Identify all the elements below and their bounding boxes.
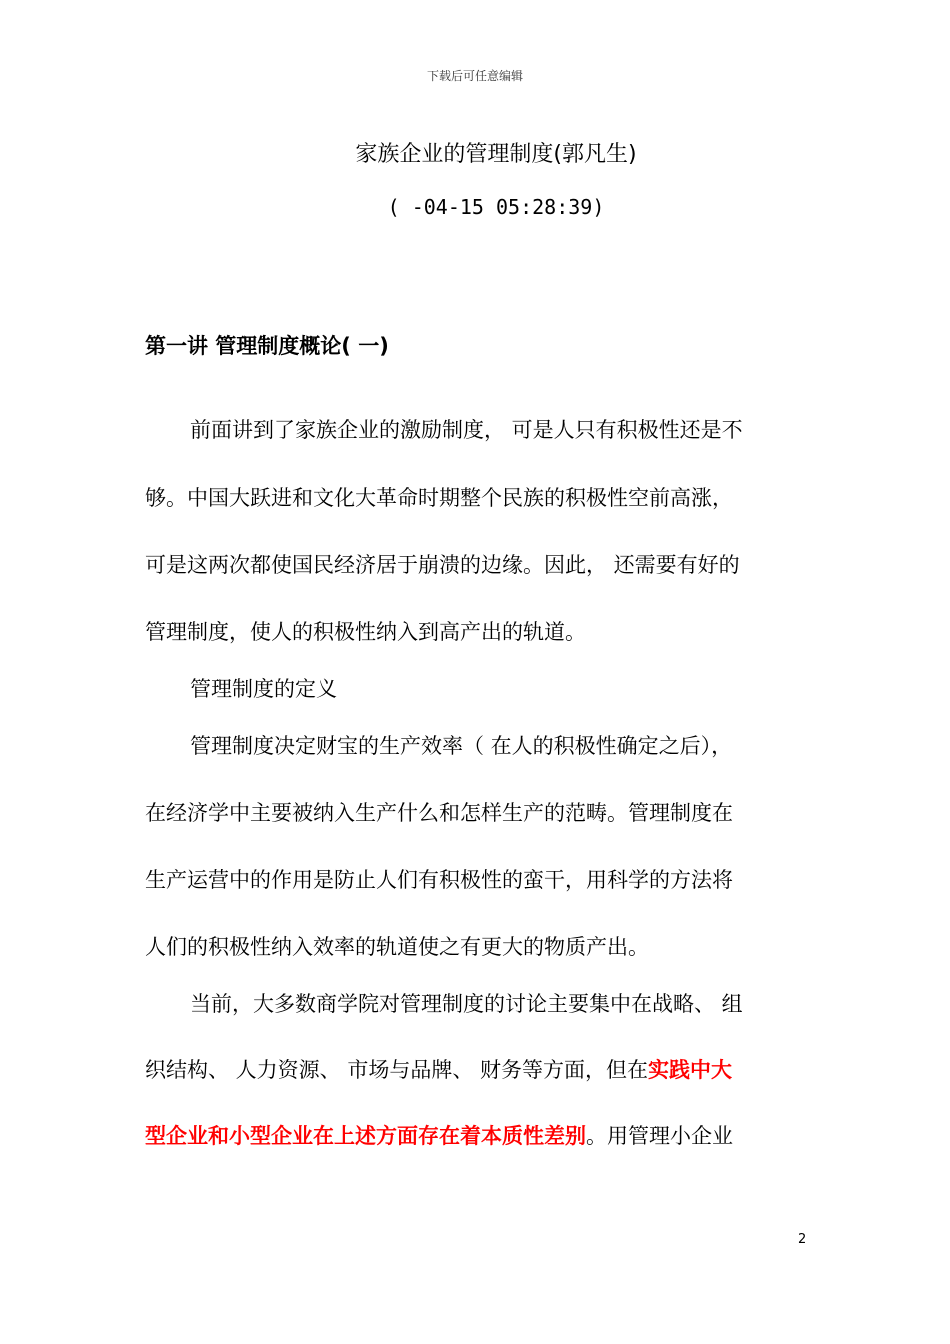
paragraph-line-8: 生产运营中的作用是防止人们有积极性的蛮干，用科学的方法将	[145, 868, 733, 892]
paragraph-line-4: 管理制度，使人的积极性纳入到高产出的轨道。	[145, 620, 586, 644]
paragraph-line-10: 当前，大多数商学院对管理制度的讨论主要集中在战略、 组	[190, 992, 743, 1016]
line-11-text: 织结构、 人力资源、 市场与品牌、 财务等方面，但在	[145, 1058, 649, 1082]
paragraph-line-2: 够。中国大跃进和文化大革命时期整个民族的积极性空前高涨，	[145, 486, 733, 510]
paragraph-line-9: 人们的积极性纳入效率的轨道使之有更大的物质产出。	[145, 935, 649, 959]
paragraph-line-3: 可是这两次都使国民经济居于崩溃的边缘。因此， 还需要有好的	[145, 553, 740, 577]
subheading-definition: 管理制度的定义	[190, 677, 337, 701]
paragraph-line-11	[145, 1054, 732, 1084]
paragraph-line-1: 前面讲到了家族企业的激励制度， 可是人只有积极性还是不	[190, 418, 743, 442]
paragraph-line-12	[145, 1120, 733, 1150]
paragraph-line-7: 在经济学中主要被纳入生产什么和怎样生产的范畴。管理制度在	[145, 801, 733, 825]
document-title: 家族企业的管理制度(郭凡生)	[355, 142, 637, 167]
page-number: 2	[798, 1232, 807, 1247]
document-timestamp: ( -04-15 05:28:39)	[387, 195, 605, 219]
paragraph-line-6: 管理制度决定财宝的生产效率（ 在人的积极性确定之后），	[190, 734, 733, 758]
highlighted-text: 型企业和小型企业在上述方面存在着本质性差别	[145, 1124, 586, 1148]
line-12-text: 。用管理小企业	[586, 1124, 733, 1148]
highlighted-text: 实践中大	[648, 1058, 733, 1082]
page-header-note: 下载后可任意编辑	[426, 69, 523, 83]
section-heading: 第一讲 管理制度概论( 一)	[145, 334, 389, 358]
